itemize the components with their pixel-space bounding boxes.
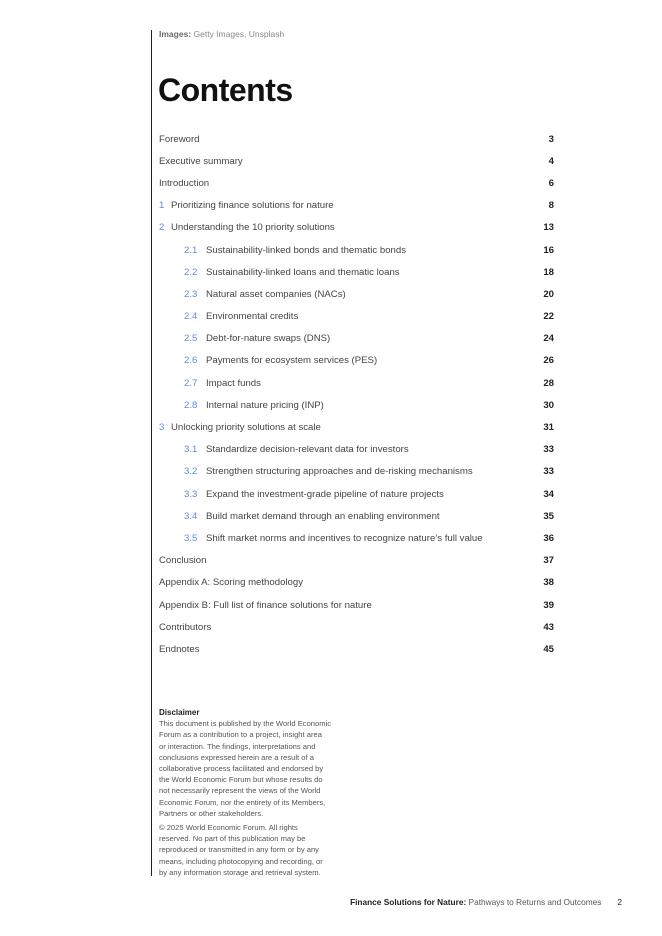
toc-entry[interactable]	[159, 483, 554, 505]
toc-entry-number: 2.8	[184, 399, 198, 411]
toc-entry-page: 13	[543, 222, 554, 234]
toc-entry-label: Unlocking priority solutions at scale	[171, 422, 321, 434]
toc-entry-number: 3	[159, 422, 165, 434]
toc-entry[interactable]	[159, 594, 554, 616]
toc-entry-page: 28	[543, 377, 554, 389]
toc-entry-label: Environmental credits	[206, 311, 299, 323]
footer-report-title-rest: Pathways to Returns and Outcomes	[468, 897, 602, 907]
page-footer	[350, 897, 622, 907]
toc-entry-label: Appendix A: Scoring methodology	[159, 577, 303, 589]
toc-entry-number: 2.1	[184, 244, 198, 256]
toc-entry-label: Sustainability-linked bonds and thematic bonds	[206, 244, 406, 256]
disclaimer	[159, 707, 349, 878]
toc-entry-page: 30	[543, 399, 554, 411]
toc-entry-page: 31	[543, 422, 554, 434]
toc-entry-page: 20	[543, 288, 554, 300]
footer-report-title	[350, 897, 601, 907]
toc-entry[interactable]	[159, 306, 554, 328]
disclaimer-heading: Disclaimer	[159, 708, 200, 717]
copyright-line: reserved. No part of this publication may be	[159, 834, 306, 844]
toc-entry[interactable]	[159, 372, 554, 394]
toc-entry-page: 26	[543, 355, 554, 367]
toc-entry-number: 2.4	[184, 311, 198, 323]
toc-entry-page: 33	[543, 466, 554, 478]
disclaimer-line: This document is published by the World Economic	[159, 719, 332, 729]
copyright-line: © 2025 World Economic Forum. All rights	[159, 823, 298, 833]
toc-entry-label: Expand the investment-grade pipeline of nature projects	[206, 488, 444, 500]
footer-report-title-bold: Finance Solutions for Nature:	[350, 897, 467, 907]
toc-entry[interactable]	[159, 217, 554, 239]
toc-entry-number: 2.3	[184, 288, 198, 300]
toc-entry-label: Build market demand through an enabling environment	[206, 510, 440, 522]
toc-entry-page: 8	[548, 200, 554, 212]
toc-entry-page: 34	[543, 488, 554, 500]
toc-entry-page: 36	[543, 532, 554, 544]
toc-entry-label: Executive summary	[159, 155, 243, 167]
image-credits-value: Getty Images, Unsplash	[193, 29, 285, 39]
toc-entry[interactable]	[159, 505, 554, 527]
toc-entry[interactable]	[159, 195, 554, 217]
table-of-contents	[159, 128, 554, 661]
toc-entry-page: 18	[543, 266, 554, 278]
toc-entry[interactable]	[159, 616, 554, 638]
toc-entry-label: Internal nature pricing (INP)	[206, 399, 324, 411]
toc-entry-page: 4	[548, 155, 554, 167]
toc-entry[interactable]	[159, 572, 554, 594]
toc-entry-number: 3.3	[184, 488, 198, 500]
toc-entry-number: 3.5	[184, 532, 198, 544]
toc-entry-page: 16	[543, 244, 554, 256]
toc-entry-label: Foreword	[159, 133, 200, 145]
toc-entry-number: 2.5	[184, 333, 198, 345]
toc-entry-number: 2.6	[184, 355, 198, 367]
toc-entry-number: 2.7	[184, 377, 198, 389]
toc-entry[interactable]	[159, 527, 554, 549]
toc-entry-label: Endnotes	[159, 643, 200, 655]
image-credits	[159, 29, 284, 39]
toc-entry-page: 33	[543, 444, 554, 456]
toc-entry-label: Introduction	[159, 177, 210, 189]
footer-page-number: 2	[617, 897, 622, 907]
toc-entry-label: Conclusion	[159, 555, 207, 567]
toc-entry[interactable]	[159, 350, 554, 372]
copyright-line: reproduced or transmitted in any form or by any	[159, 845, 319, 855]
disclaimer-line: or interaction. The findings, interpretations and	[159, 741, 316, 751]
disclaimer-line: Partners or other stakeholders.	[159, 808, 264, 818]
toc-entry-number: 2	[159, 222, 165, 234]
toc-entry-page: 24	[543, 333, 554, 345]
disclaimer-line: not necessarily represent the views of the World	[159, 786, 321, 796]
toc-entry-label: Strengthen structuring approaches and de-risking mechanisms	[206, 466, 473, 478]
toc-entry[interactable]	[159, 461, 554, 483]
toc-entry[interactable]	[159, 239, 554, 261]
toc-entry[interactable]	[159, 128, 554, 150]
toc-entry-label: Understanding the 10 priority solutions	[171, 222, 335, 234]
toc-entry-label: Sustainability-linked loans and thematic loans	[206, 266, 400, 278]
copyright-line: by any information storage and retrieval system.	[159, 867, 321, 877]
toc-entry[interactable]	[159, 416, 554, 438]
toc-entry[interactable]	[159, 150, 554, 172]
toc-entry-page: 45	[543, 643, 554, 655]
toc-entry-number: 1	[159, 200, 165, 212]
toc-entry-number: 3.4	[184, 510, 198, 522]
toc-entry-page: 39	[543, 599, 554, 611]
toc-entry[interactable]	[159, 550, 554, 572]
image-credits-label: Images:	[159, 29, 192, 39]
toc-entry-label: Prioritizing finance solutions for nature	[171, 200, 334, 212]
toc-entry-page: 6	[548, 177, 554, 189]
toc-entry-page: 3	[548, 133, 554, 145]
disclaimer-line: collaborative process facilitated and endorsed by	[159, 764, 324, 774]
disclaimer-line: Forum as a contribution to a project, insight area	[159, 730, 322, 740]
toc-entry[interactable]	[159, 328, 554, 350]
toc-entry-number: 3.1	[184, 444, 198, 456]
toc-entry[interactable]	[159, 394, 554, 416]
toc-entry-label: Natural asset companies (NACs)	[206, 288, 346, 300]
copyright-text	[159, 822, 349, 878]
toc-entry-label: Standardize decision-relevant data for investors	[206, 444, 409, 456]
toc-entry-label: Contributors	[159, 621, 212, 633]
toc-entry[interactable]	[159, 638, 554, 660]
disclaimer-text	[159, 718, 349, 819]
toc-entry-label: Appendix B: Full list of finance solutions for nature	[159, 599, 372, 611]
disclaimer-line: conclusions expressed herein are a result of a	[159, 752, 314, 762]
toc-entry-page: 22	[543, 311, 554, 323]
toc-entry-label: Debt-for-nature swaps (DNS)	[206, 333, 331, 345]
toc-entry-number: 2.2	[184, 266, 198, 278]
toc-entry-page: 35	[543, 510, 554, 522]
toc-entry[interactable]	[159, 172, 554, 194]
toc-entry[interactable]	[159, 283, 554, 305]
page-title: Contents	[158, 72, 293, 108]
toc-entry-label: Shift market norms and incentives to recognize nature’s full value	[206, 532, 483, 544]
disclaimer-line: Economic Forum, nor the entirety of its Members,	[159, 797, 326, 807]
copyright-line: means, including photocopying and recording, or	[159, 856, 323, 866]
toc-entry-page: 37	[543, 555, 554, 567]
toc-entry[interactable]	[159, 439, 554, 461]
left-margin-rule	[151, 30, 152, 876]
toc-entry-page: 43	[543, 621, 554, 633]
toc-entry-label: Impact funds	[206, 377, 261, 389]
toc-entry[interactable]	[159, 261, 554, 283]
disclaimer-line: the World Economic Forum but whose results do	[159, 775, 323, 785]
toc-entry-page: 38	[543, 577, 554, 589]
toc-entry-label: Payments for ecosystem services (PES)	[206, 355, 378, 367]
toc-entry-number: 3.2	[184, 466, 198, 478]
